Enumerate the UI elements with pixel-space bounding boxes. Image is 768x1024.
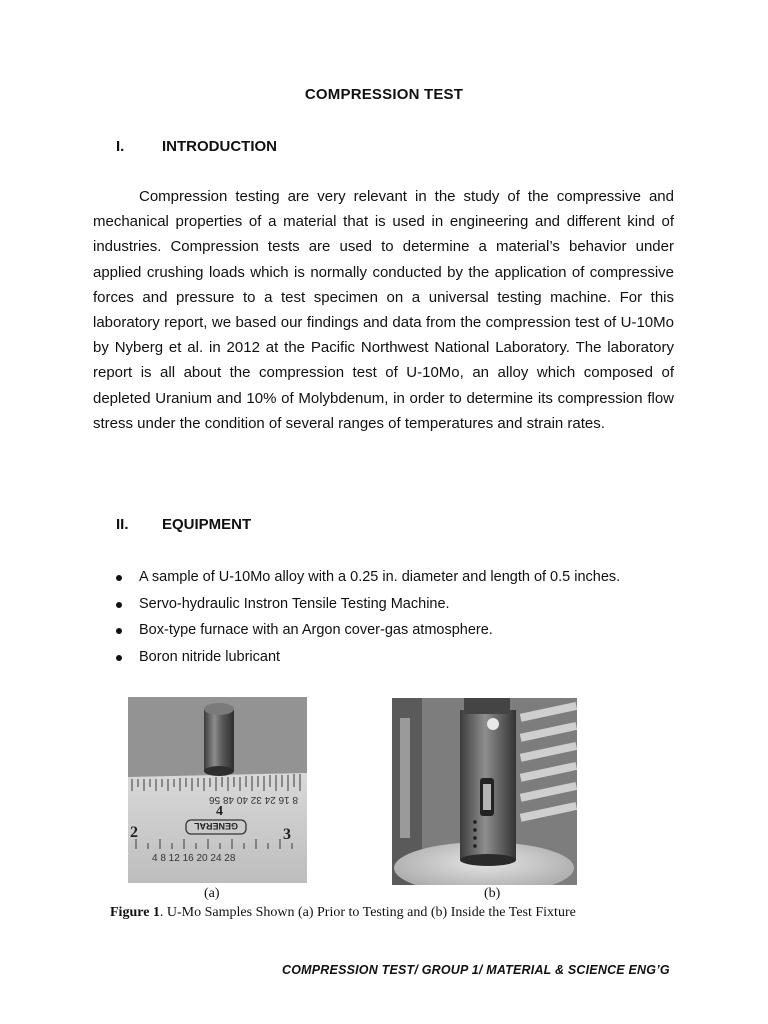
figure-label-b: (b) xyxy=(484,886,501,901)
introduction-paragraph: Compression testing are very relevant in the study of the compressive and mechanical properties of a material that is used in engineering and different kind of industries. Compression tests are used to determine a material’s behavior under applied crushing loads which is normally conducted by the application of compressive forces and pressure to a test specimen on a universal testing machine. For this laboratory report, we based our findings and data from the compression test of U-10Mo by Nyberg et al. in 2012 at the Pacific Northwest National Laboratory. The laboratory report is all about the compression test of U-10Mo, an alloy which composed of depleted Uranium and 10% of Molybdenum, in order to determine its compression flow stress under the condition of several ranges of temperatures and strain rates. xyxy=(93,188,674,432)
list-item: Box-type furnace with an Argon cover-gas atmosphere. xyxy=(116,617,620,644)
ruler-numbers-top: 8 16 24 32 40 48 56 xyxy=(209,794,298,805)
equipment-list xyxy=(116,564,620,670)
list-item: Boron nitride lubricant xyxy=(116,644,620,671)
list-item: A sample of U-10Mo alloy with a 0.25 in. diameter and length of 0.5 inches. xyxy=(116,564,620,591)
section-number: I. xyxy=(116,138,125,155)
figure-caption xyxy=(110,905,576,921)
test-fixture-image xyxy=(392,698,577,885)
ruler-digit-top: 4 xyxy=(216,804,223,819)
ruler-digit-right: 3 xyxy=(283,826,291,843)
sample-on-ruler-image xyxy=(128,697,307,883)
figure-photo-a xyxy=(128,697,307,883)
ruler-digit-left: 2 xyxy=(130,824,138,841)
document-title: COMPRESSION TEST xyxy=(304,86,464,103)
section-heading-introduction xyxy=(116,138,277,155)
bullet-icon xyxy=(116,628,122,634)
figure-label-a: (a) xyxy=(204,886,220,901)
section-number: II. xyxy=(116,516,129,533)
bullet-icon xyxy=(116,655,122,661)
ruler-brand-label: GENERAL xyxy=(193,821,239,831)
bullet-icon xyxy=(116,602,122,608)
section-title: INTRODUCTION xyxy=(162,138,277,155)
bullet-icon xyxy=(116,575,122,581)
figure-photo-b xyxy=(392,698,577,885)
section-heading-equipment xyxy=(116,516,251,533)
figure-caption-text: . U-Mo Samples Shown (a) Prior to Testing and (b) Inside the Test Fixture xyxy=(159,905,576,920)
section-title: EQUIPMENT xyxy=(162,516,252,533)
ruler-numbers-bottom: 4 8 12 16 20 24 28 xyxy=(152,853,236,864)
page-footer: COMPRESSION TEST/ GROUP 1/ MATERIAL & SCIENCE ENG’G xyxy=(282,963,670,977)
figure-caption-prefix: Figure 1 xyxy=(110,905,160,920)
list-item: Servo-hydraulic Instron Tensile Testing Machine. xyxy=(116,591,620,618)
